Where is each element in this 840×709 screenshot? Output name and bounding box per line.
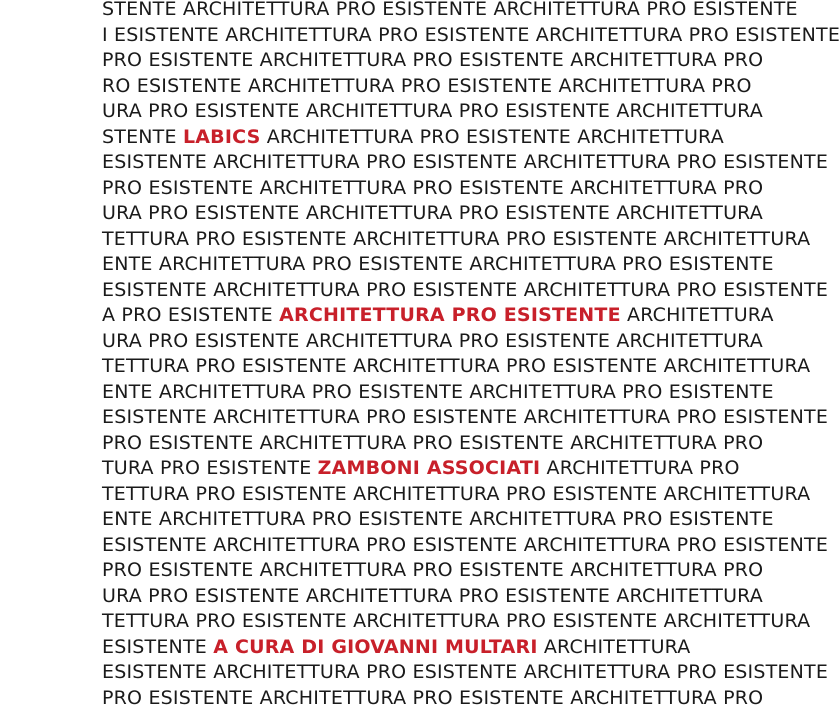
cover-text-line <box>102 126 724 148</box>
repeat-text-segment: TURA PRO ESISTENTE <box>102 457 318 479</box>
book-cover <box>102 0 840 709</box>
cover-text-line <box>102 636 691 658</box>
cover-text-line: PRO ESISTENTE ARCHITETTURA PRO ESISTENTE ARCHITETTURA PRO <box>102 559 764 581</box>
cover-text-line: ESISTENTE ARCHITETTURA PRO ESISTENTE ARCHITETTURA PRO ESISTENTE <box>102 278 829 301</box>
cover-text-line: PRO ESISTENTE ARCHITETTURA PRO ESISTENTE ARCHITETTURA PRO <box>102 686 764 709</box>
cover-text-line: URA PRO ESISTENTE ARCHITETTURA PRO ESISTENTE ARCHITETTURA <box>102 202 763 224</box>
cover-text-line: ENTE ARCHITETTURA PRO ESISTENTE ARCHITETTURA PRO ESISTENTE <box>102 253 774 275</box>
repeat-text-segment: ARCHITETTURA PRO ESISTENTE ARCHITETTURA <box>260 125 724 148</box>
cover-text-line: I ESISTENTE ARCHITETTURA PRO ESISTENTE ARCHITETTURA PRO ESISTENTE <box>102 23 840 46</box>
cover-text-line: ESISTENTE ARCHITETTURA PRO ESISTENTE ARCHITETTURA PRO ESISTENTE <box>102 533 829 556</box>
cover-text-line: TETTURA PRO ESISTENTE ARCHITETTURA PRO ESISTENTE ARCHITETTURA <box>102 227 811 250</box>
cover-text-line <box>102 304 774 326</box>
repeat-text-segment: ARCHITETTURA <box>620 304 774 326</box>
cover-text-line: TETTURA PRO ESISTENTE ARCHITETTURA PRO ESISTENTE ARCHITETTURA <box>102 482 811 505</box>
highlight-text: A CURA DI GIOVANNI MULTARI <box>213 635 538 658</box>
repeat-text-segment: ARCHITETTURA <box>537 635 691 658</box>
cover-text-line: PRO ESISTENTE ARCHITETTURA PRO ESISTENTE ARCHITETTURA PRO <box>102 431 764 454</box>
cover-text-line: ESISTENTE ARCHITETTURA PRO ESISTENTE ARCHITETTURA PRO ESISTENTE <box>102 661 829 683</box>
cover-text-line: TETTURA PRO ESISTENTE ARCHITETTURA PRO ESISTENTE ARCHITETTURA <box>102 610 811 632</box>
cover-text-line: URA PRO ESISTENTE ARCHITETTURA PRO ESISTENTE ARCHITETTURA <box>102 584 763 607</box>
repeat-text-segment: ESISTENTE <box>102 635 214 658</box>
cover-text-line: ESISTENTE ARCHITETTURA PRO ESISTENTE ARCHITETTURA PRO ESISTENTE <box>102 406 829 428</box>
highlight-text: ARCHITETTURA PRO ESISTENTE <box>279 304 621 326</box>
cover-text-line: ENTE ARCHITETTURA PRO ESISTENTE ARCHITETTURA PRO ESISTENTE <box>102 380 774 403</box>
cover-text-line: TETTURA PRO ESISTENTE ARCHITETTURA PRO ESISTENTE ARCHITETTURA <box>102 355 811 377</box>
cover-text-line: ESISTENTE ARCHITETTURA PRO ESISTENTE ARCHITETTURA PRO ESISTENTE <box>102 151 829 173</box>
repeat-text-segment: A PRO ESISTENTE <box>102 304 280 326</box>
repeat-text-segment: STENTE <box>102 125 183 148</box>
repeat-text-segment: ARCHITETTURA PRO <box>540 457 740 479</box>
cover-text-line: URA PRO ESISTENTE ARCHITETTURA PRO ESISTENTE ARCHITETTURA <box>102 329 763 352</box>
cover-text-line: ENTE ARCHITETTURA PRO ESISTENTE ARCHITETTURA PRO ESISTENTE <box>102 508 774 530</box>
cover-text-line: PRO ESISTENTE ARCHITETTURA PRO ESISTENTE ARCHITETTURA PRO <box>102 49 764 71</box>
cover-text-line: RO ESISTENTE ARCHITETTURA PRO ESISTENTE ARCHITETTURA PRO <box>102 74 752 97</box>
cover-text-line: PRO ESISTENTE ARCHITETTURA PRO ESISTENTE ARCHITETTURA PRO <box>102 176 764 199</box>
highlight-text: LABICS <box>182 125 261 148</box>
cover-text-line <box>102 457 740 479</box>
cover-text-line: STENTE ARCHITETTURA PRO ESISTENTE ARCHITETTURA PRO ESISTENTE <box>102 0 798 20</box>
highlight-text: ZAMBONI ASSOCIATI <box>317 457 541 479</box>
cover-text-line: URA PRO ESISTENTE ARCHITETTURA PRO ESISTENTE ARCHITETTURA <box>102 100 763 122</box>
